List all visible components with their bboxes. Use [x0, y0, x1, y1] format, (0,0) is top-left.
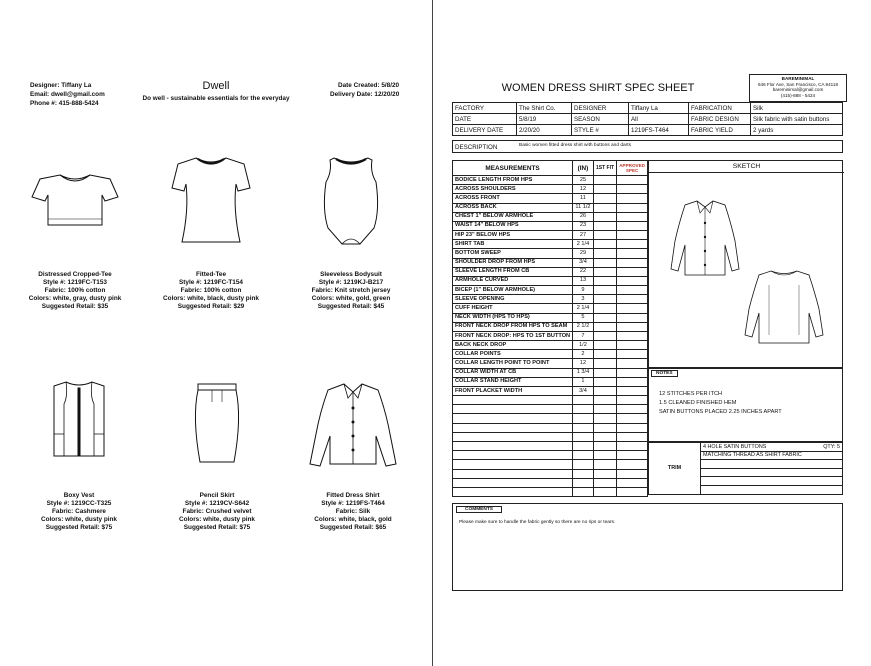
- dress-shirt-icon: [278, 378, 428, 468]
- table-row: [453, 441, 648, 450]
- first-fit-cell: [593, 286, 616, 295]
- first-fit-cell: [593, 331, 616, 340]
- table-row: [453, 286, 648, 295]
- approved-spec-cell: [617, 313, 648, 322]
- measurement-name: BACK NECK DROP: [453, 341, 573, 350]
- comments-panel: [452, 503, 843, 591]
- measurement-name: ARMHOLE CURVED: [453, 276, 573, 285]
- first-fit-cell: [593, 231, 616, 240]
- measurements-header-row: [453, 161, 648, 176]
- note-item: SATIN BUTTONS PLACED 2.25 INCHES APART: [659, 409, 782, 415]
- table-row: [453, 322, 648, 331]
- product-name: Pencil Skirt: [199, 492, 235, 499]
- measurement-value: 9: [573, 286, 594, 295]
- measurement-name: [453, 460, 573, 469]
- table-row: [453, 341, 648, 350]
- measurement-value: 29: [573, 249, 594, 258]
- trim-label: TRIM: [649, 443, 701, 495]
- table-row: [453, 487, 648, 496]
- approved-spec-cell: [617, 469, 648, 478]
- first-fit-cell: [593, 405, 616, 414]
- first-fit-cell: [593, 396, 616, 405]
- first-fit-cell: [593, 185, 616, 194]
- season-label: SEASON: [572, 114, 629, 125]
- first-fit-cell: [593, 487, 616, 496]
- measurement-name: [453, 432, 573, 441]
- product-fabric: Fabric: 100% cotton: [180, 287, 242, 294]
- measurement-value: 3: [573, 295, 594, 304]
- table-row: [453, 267, 648, 276]
- measurement-name: [453, 478, 573, 487]
- first-fit-cell: [593, 478, 616, 487]
- first-fit-cell: [593, 359, 616, 368]
- first-fit-cell: [593, 176, 616, 185]
- product-style: Style #: 1219FC-T154: [179, 279, 243, 286]
- measurement-name: [453, 451, 573, 460]
- sketch-label: SKETCH: [732, 163, 761, 170]
- product-colors: Colors: white, black, gold: [314, 516, 392, 523]
- approved-spec-cell: [617, 423, 648, 432]
- approved-spec-cell: [617, 322, 648, 331]
- approved-spec-cell: [617, 405, 648, 414]
- measurement-name: ACROSS FRONT: [453, 194, 573, 203]
- measurement-name: FRONT NECK DROP FROM HPS TO SEAM: [453, 322, 573, 331]
- approved-spec-cell: [617, 377, 648, 386]
- product-colors: Colors: white, gold, green: [311, 295, 391, 302]
- fabric-yield-label: FABRIC YIELD: [689, 125, 751, 136]
- table-row: [453, 176, 648, 185]
- measurement-name: COLLAR POINTS: [453, 350, 573, 359]
- garment-info-table: [452, 102, 843, 136]
- shirt-front-sketch-icon: [649, 175, 844, 365]
- measurement-value: 2 1/4: [573, 304, 594, 313]
- first-fit-cell: [593, 469, 616, 478]
- description-row: [452, 140, 843, 153]
- fabrication-label: FABRICATION: [689, 103, 751, 114]
- product-style: Style #: 1219CV-S642: [184, 500, 250, 507]
- product-fitted-tee: [136, 150, 286, 311]
- first-fit-cell: [593, 368, 616, 377]
- measurement-name: [453, 423, 573, 432]
- measurement-value: [573, 423, 594, 432]
- measurement-name: WAIST 14" BELOW HPS: [453, 221, 573, 230]
- measurement-value: 5: [573, 313, 594, 322]
- measurement-name: NECK WIDTH (HPS TO HPS): [453, 313, 573, 322]
- approved-spec-cell: [617, 258, 648, 267]
- table-row: [453, 212, 648, 221]
- designer-email: Email: dwell@gmail.com: [30, 91, 105, 98]
- product-retail: Suggested Retail: $29: [177, 303, 245, 310]
- measurement-value: 23: [573, 221, 594, 230]
- trim-item: MATCHING THREAD AS SHIRT FABRIC: [701, 451, 843, 460]
- table-row: [453, 460, 648, 469]
- approved-spec-cell: [617, 176, 648, 185]
- measurement-name: SHIRT TAB: [453, 240, 573, 249]
- measurement-name: [453, 405, 573, 414]
- description-label: DESCRIPTION: [455, 144, 498, 151]
- skirt-icon: [142, 378, 292, 468]
- measurement-value: 12: [573, 359, 594, 368]
- notes-label: NOTES: [651, 370, 678, 377]
- product-colors: Colors: white, gray, dusty pink: [28, 295, 122, 302]
- product-fabric: Fabric: 100% cotton: [44, 287, 106, 294]
- fabric-yield-value: 2 yards: [751, 125, 843, 136]
- table-row: [453, 258, 648, 267]
- approved-spec-cell: [617, 203, 648, 212]
- measurement-value: 25: [573, 176, 594, 185]
- fabric-design-value: Silk fabric with satin buttons: [751, 114, 843, 125]
- trim-item-empty: [701, 477, 843, 486]
- sketch-header-divider: [649, 172, 844, 173]
- measurement-value: 27: [573, 231, 594, 240]
- first-fit-cell: [593, 212, 616, 221]
- designer-label: DESIGNER: [572, 103, 629, 114]
- style-value: 1219FS-T464: [629, 125, 689, 136]
- measurement-value: [573, 441, 594, 450]
- measurement-name: HIP 23" BELOW HPS: [453, 231, 573, 240]
- approved-spec-cell: [617, 212, 648, 221]
- comments-label: COMMENTS: [456, 506, 502, 513]
- measurement-name: BICEP (1" BELOW ARMHOLE): [453, 286, 573, 295]
- approved-spec-cell: [617, 221, 648, 230]
- first-fit-cell: [593, 267, 616, 276]
- measurement-name: [453, 469, 573, 478]
- approved-spec-header: APPROVED SPEC: [617, 161, 648, 176]
- product-fabric: Fabric: Knit stretch jersey: [311, 287, 391, 294]
- trim-item: [701, 443, 843, 452]
- approved-spec-cell: [617, 432, 648, 441]
- fabric-design-label: FABRIC DESIGN: [689, 114, 751, 125]
- table-row: [453, 276, 648, 285]
- table-row: [453, 396, 648, 405]
- table-row: [453, 249, 648, 258]
- product-name: Distressed Cropped-Tee: [38, 271, 112, 278]
- table-row: [453, 405, 648, 414]
- date-label: DATE: [453, 114, 517, 125]
- product-name: Fitted-Tee: [195, 271, 227, 278]
- company-email: bareminimal@gmail.com: [772, 87, 824, 92]
- measurement-name: [453, 414, 573, 423]
- measurement-value: 1/2: [573, 341, 594, 350]
- first-fit-cell: [593, 221, 616, 230]
- approved-spec-cell: [617, 487, 648, 496]
- designer-name: Designer: Tiffany La: [30, 82, 92, 89]
- table-row: [453, 240, 648, 249]
- spec-sheet-page: [433, 0, 871, 666]
- first-fit-cell: [593, 203, 616, 212]
- first-fit-cell: [593, 460, 616, 469]
- note-item: 1.5 CLEANED FINISHED HEM: [659, 400, 737, 406]
- approved-spec-cell: [617, 249, 648, 258]
- measurement-value: [573, 487, 594, 496]
- inches-header: (IN): [573, 161, 594, 176]
- approved-spec-cell: [617, 350, 648, 359]
- measurement-name: SLEEVE OPENING: [453, 295, 573, 304]
- product-style: Style #: 1219FC-T153: [43, 279, 107, 286]
- measurement-name: FRONT PLACKET WIDTH: [453, 386, 573, 395]
- table-row: [453, 221, 648, 230]
- table-row: [453, 350, 648, 359]
- note-item: 12 STITCHES PER ITCH: [659, 391, 723, 397]
- measurement-value: 22: [573, 267, 594, 276]
- factory-label: FACTORY: [453, 103, 517, 114]
- delivery-value: 2/20/20: [517, 125, 572, 136]
- factory-value: The Shirt Co.: [517, 103, 572, 114]
- product-fabric: Fabric: Crushed velvet: [182, 508, 252, 515]
- delivery-label: DELIVERY DATE: [453, 125, 517, 136]
- first-fit-header: 1ST FIT: [593, 161, 616, 176]
- bodysuit-icon: [276, 150, 426, 250]
- first-fit-cell: [593, 377, 616, 386]
- product-fabric: Fabric: Cashmere: [52, 508, 106, 515]
- first-fit-cell: [593, 304, 616, 313]
- table-row: [453, 231, 648, 240]
- measurement-value: [573, 469, 594, 478]
- approved-spec-cell: [617, 231, 648, 240]
- product-boxy-vest: [4, 378, 154, 532]
- trim-table: [648, 442, 843, 495]
- product-retail: Suggested Retail: $35: [41, 303, 109, 310]
- measurement-value: 1 3/4: [573, 368, 594, 377]
- approved-spec-cell: [617, 368, 648, 377]
- first-fit-cell: [593, 451, 616, 460]
- product-retail: Suggested Retail: $75: [45, 524, 113, 531]
- measurement-value: 11: [573, 194, 594, 203]
- company-info-box: [749, 74, 847, 102]
- date-value: 5/8/19: [517, 114, 572, 125]
- product-retail: Suggested Retail: $75: [183, 524, 251, 531]
- trim-item-empty: [701, 460, 843, 469]
- approved-spec-cell: [617, 331, 648, 340]
- measurement-value: [573, 432, 594, 441]
- approved-spec-cell: [617, 185, 648, 194]
- approved-spec-cell: [617, 295, 648, 304]
- measurement-value: [573, 460, 594, 469]
- first-fit-cell: [593, 258, 616, 267]
- date-created: Date Created: 5/8/20: [338, 82, 400, 89]
- table-row: [453, 451, 648, 460]
- approved-spec-cell: [617, 194, 648, 203]
- approved-spec-cell: [617, 341, 648, 350]
- approved-spec-cell: [617, 304, 648, 313]
- measurement-name: BODICE LENGTH FROM HPS: [453, 176, 573, 185]
- measurement-value: [573, 405, 594, 414]
- first-fit-cell: [593, 322, 616, 331]
- product-colors: Colors: white, dusty pink: [41, 516, 117, 523]
- measurement-value: 12: [573, 185, 594, 194]
- table-row: [453, 295, 648, 304]
- table-row: [453, 194, 648, 203]
- season-value: All: [629, 114, 689, 125]
- first-fit-cell: [593, 276, 616, 285]
- company-name: BAREMINIMAL: [781, 76, 815, 81]
- approved-spec-cell: [617, 267, 648, 276]
- trim-item-empty: [701, 468, 843, 477]
- product-name: Boxy Vest: [63, 492, 95, 499]
- comments-text: Please make sure to handle the fabric gently so there are no rips or tears.: [459, 520, 616, 525]
- measurement-value: 1: [573, 377, 594, 386]
- product-style: Style #: 1219KJ-B217: [318, 279, 384, 286]
- measurement-value: 11 1/2: [573, 203, 594, 212]
- trim-item-qty: QTY: 5: [823, 443, 840, 450]
- measurement-name: FRONT NECK DROP: HPS TO 1ST BUTTON: [453, 331, 573, 340]
- measurement-value: 7: [573, 331, 594, 340]
- first-fit-cell: [593, 432, 616, 441]
- product-style: Style #: 1219FS-T464: [321, 500, 385, 507]
- table-row: [453, 185, 648, 194]
- measurement-value: 2 1/4: [573, 240, 594, 249]
- measurement-value: [573, 414, 594, 423]
- company-address: 646 Flor Ave, San Francisco, CA 94118: [757, 81, 838, 87]
- measurement-value: 26: [573, 212, 594, 221]
- product-fitted-dress-shirt: [278, 378, 428, 532]
- approved-spec-cell: [617, 240, 648, 249]
- measurement-name: SLEEVE LENGTH FROM CB: [453, 267, 573, 276]
- product-pencil-skirt: [142, 378, 292, 532]
- shirt-back-sketch-icon: [745, 271, 823, 343]
- measurement-name: CUFF HEIGHT: [453, 304, 573, 313]
- trim-item-name: 4 HOLE SATIN BUTTONS: [703, 443, 767, 450]
- table-row: [453, 414, 648, 423]
- measurements-table: [452, 160, 648, 497]
- first-fit-cell: [593, 295, 616, 304]
- measurement-value: 3/4: [573, 258, 594, 267]
- lookbook-page: [0, 0, 432, 666]
- company-phone: (415)-888 - 5424: [780, 92, 816, 98]
- measurement-name: COLLAR LENGTH POINT TO POINT: [453, 359, 573, 368]
- first-fit-cell: [593, 423, 616, 432]
- measurement-value: 13: [573, 276, 594, 285]
- product-colors: Colors: white, dusty pink: [179, 516, 255, 523]
- product-retail: Suggested Retail: $45: [317, 303, 385, 310]
- measurement-name: BOTTOM SWEEP: [453, 249, 573, 258]
- description-value: Basic women fitted dress shirt with buttons and darts: [519, 143, 631, 148]
- measurement-value: 2 1/2: [573, 322, 594, 331]
- notes-panel: [648, 368, 843, 442]
- table-row: [453, 313, 648, 322]
- approved-spec-cell: [617, 359, 648, 368]
- sketch-panel: [648, 160, 843, 368]
- table-row: [453, 423, 648, 432]
- brand-name: Dwell: [202, 80, 230, 92]
- fitted-tee-icon: [136, 150, 286, 250]
- approved-spec-cell: [617, 441, 648, 450]
- first-fit-cell: [593, 341, 616, 350]
- measurement-name: ACROSS SHOULDERS: [453, 185, 573, 194]
- fabrication-value: Silk: [751, 103, 843, 114]
- style-label: STYLE #: [572, 125, 629, 136]
- first-fit-cell: [593, 249, 616, 258]
- product-sleeveless-bodysuit: [276, 150, 426, 311]
- measurement-name: COLLAR WIDTH AT CB: [453, 368, 573, 377]
- table-row: [453, 359, 648, 368]
- spec-sheet-title: WOMEN DRESS SHIRT SPEC SHEET: [501, 82, 695, 94]
- measurement-value: [573, 478, 594, 487]
- vest-icon: [4, 378, 154, 468]
- measurement-name: [453, 396, 573, 405]
- designer-value: Tiffany La: [629, 103, 689, 114]
- table-row: [453, 331, 648, 340]
- approved-spec-cell: [617, 386, 648, 395]
- first-fit-cell: [593, 441, 616, 450]
- product-fabric: Fabric: Silk: [335, 508, 371, 515]
- measurement-name: [453, 487, 573, 496]
- product-name: Sleeveless Bodysuit: [320, 271, 382, 278]
- product-name: Fitted Dress Shirt: [326, 492, 380, 499]
- designer-phone: Phone #: 415-888-5424: [30, 100, 99, 107]
- brand-tagline: Do well - sustainable essentials for the everyday: [142, 95, 290, 102]
- approved-spec-cell: [617, 396, 648, 405]
- measurement-value: [573, 451, 594, 460]
- table-row: [453, 386, 648, 395]
- approved-spec-cell: [617, 460, 648, 469]
- first-fit-cell: [593, 313, 616, 322]
- approved-spec-cell: [617, 478, 648, 487]
- measurement-name: SHOULDER DROP FROM HPS: [453, 258, 573, 267]
- table-row: [453, 304, 648, 313]
- first-fit-cell: [593, 414, 616, 423]
- first-fit-cell: [593, 194, 616, 203]
- table-row: [453, 377, 648, 386]
- measurement-name: COLLAR STAND HEIGHT: [453, 377, 573, 386]
- table-row: [453, 432, 648, 441]
- delivery-date: Delivery Date: 12/20/20: [330, 91, 400, 98]
- cropped-tee-icon: [0, 165, 150, 255]
- approved-spec-cell: [617, 286, 648, 295]
- table-row: [453, 469, 648, 478]
- trim-item-empty: [701, 485, 843, 494]
- measurement-value: 2: [573, 350, 594, 359]
- approved-spec-cell: [617, 276, 648, 285]
- table-row: [453, 203, 648, 212]
- measurement-name: ACROSS BACK: [453, 203, 573, 212]
- first-fit-cell: [593, 240, 616, 249]
- measurement-value: 3/4: [573, 386, 594, 395]
- first-fit-cell: [593, 350, 616, 359]
- approved-spec-cell: [617, 414, 648, 423]
- product-cropped-tee: [0, 165, 150, 311]
- first-fit-cell: [593, 386, 616, 395]
- approved-spec-cell: [617, 451, 648, 460]
- measurement-name: [453, 441, 573, 450]
- table-row: [453, 478, 648, 487]
- measurements-header: MEASUREMENTS: [453, 161, 573, 176]
- table-row: [453, 368, 648, 377]
- product-style: Style #: 1219CC-T325: [46, 500, 112, 507]
- measurement-name: CHEST 1" BELOW ARMHOLE: [453, 212, 573, 221]
- product-colors: Colors: white, black, dusty pink: [163, 295, 259, 302]
- measurement-value: [573, 396, 594, 405]
- product-retail: Suggested Retail: $65: [319, 524, 387, 531]
